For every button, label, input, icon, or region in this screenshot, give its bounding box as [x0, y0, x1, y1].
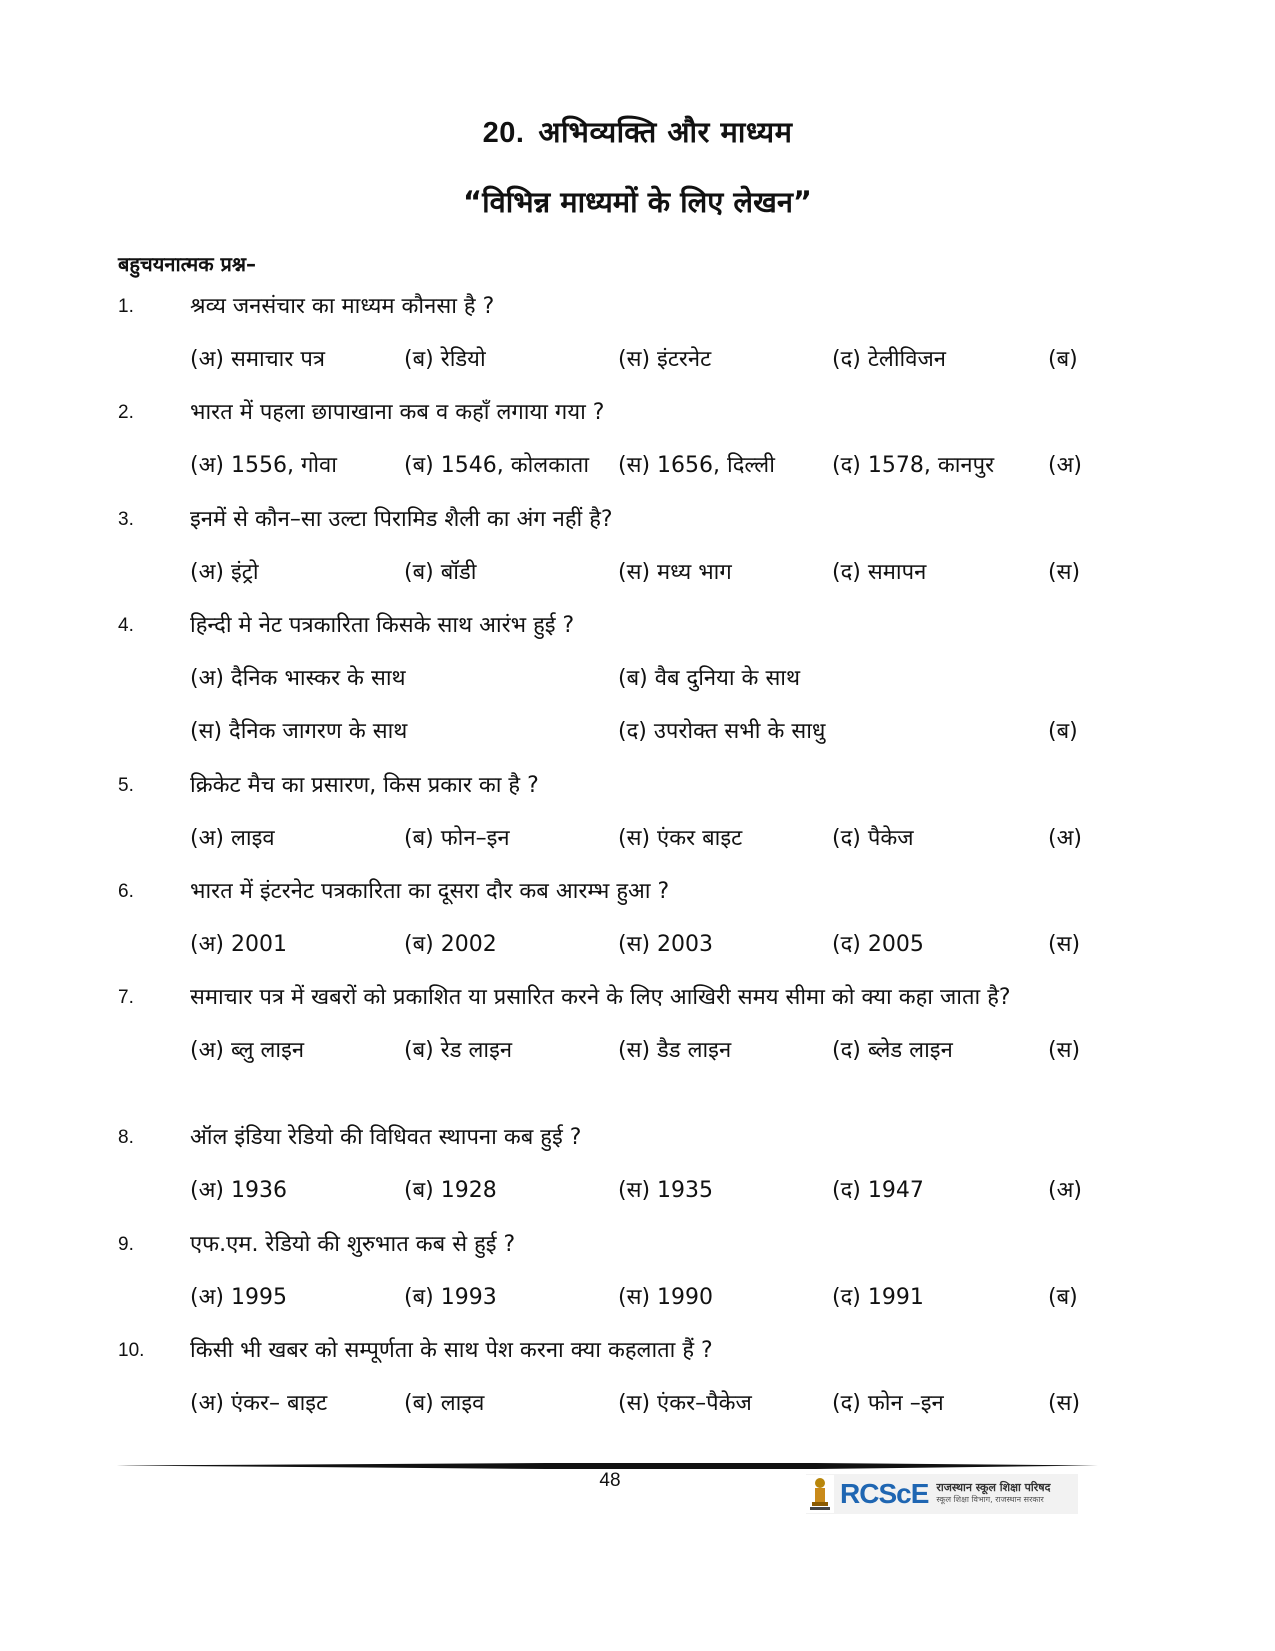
question-7 [118, 981, 1128, 1068]
question-text: ऑल इंडिया रेडियो की विधिवत स्थापना कब हुई ? [190, 1125, 582, 1150]
option-a: (अ) 2001 [190, 932, 287, 957]
options-row [118, 928, 1128, 962]
answer: (ब) [1048, 1285, 1078, 1310]
question-number: 6. [118, 881, 134, 902]
option-c: (स) 1656, दिल्ली [618, 453, 775, 478]
option-d: (द) 1991 [832, 1285, 924, 1310]
option-d: (द) 1578, कानपुर [832, 453, 995, 478]
option-a: (अ) दैनिक भास्कर के साथ [190, 666, 406, 691]
option-b: (ब) वैब दुनिया के साथ [618, 666, 801, 691]
options-row [118, 343, 1128, 377]
answer: (ब) [1048, 719, 1078, 744]
options-row [118, 1174, 1128, 1208]
option-d: (द) समापन [832, 560, 927, 585]
question-number: 8. [118, 1127, 134, 1148]
question-number: 7. [118, 987, 134, 1008]
option-b: (ब) रेडियो [404, 347, 486, 372]
chapter-subtitle: “विभिन्न माध्यमों के लिए लेखन” [463, 185, 812, 219]
options-row [118, 1387, 1128, 1421]
option-d: (द) उपरोक्त सभी के साधु [618, 719, 826, 744]
question-number: 3. [118, 509, 134, 530]
option-b: (ब) फोन–इन [404, 826, 510, 851]
option-b: (ब) रेड लाइन [404, 1038, 513, 1063]
logo-line-1: राजस्थान स्कूल शिक्षा परिषद [936, 1481, 1051, 1494]
answer: (स) [1048, 932, 1081, 957]
option-a: (अ) इंट्रो [190, 560, 259, 585]
option-c: (स) मध्य भाग [618, 560, 732, 585]
options-row [118, 715, 1128, 749]
question-number: 5. [118, 775, 134, 796]
option-d: (द) 1947 [832, 1178, 924, 1203]
option-d: (द) ब्लेड लाइन [832, 1038, 953, 1063]
option-a: (अ) लाइव [190, 826, 275, 851]
rcsce-logo [806, 1474, 1078, 1514]
option-b: (ब) 1546, कोलकाता [404, 453, 590, 478]
answer: (अ) [1048, 826, 1082, 851]
options-row [118, 449, 1128, 483]
option-c: (स) 1935 [618, 1178, 714, 1203]
question-number: 10. [118, 1340, 145, 1361]
chapter-number: 20. [482, 117, 525, 149]
section-heading: बहुचयनात्मक प्रश्न– [118, 252, 257, 276]
question-6 [118, 875, 1128, 962]
question-2 [118, 396, 1128, 483]
option-d: (द) 2005 [832, 932, 924, 957]
question-text: किसी भी खबर को सम्पूर्णता के साथ पेश करना क्या कहलाता हैं ? [190, 1338, 713, 1363]
question-text: इनमें से कौन–सा उल्टा पिरामिड शैली का अंग नहीं है? [190, 507, 613, 532]
question-text: क्रिकेट मैच का प्रसारण, किस प्रकार का है ? [190, 773, 539, 798]
option-c: (स) दैनिक जागरण के साथ [190, 719, 408, 744]
question-8 [118, 1121, 1128, 1208]
option-a: (अ) ब्लु लाइन [190, 1038, 305, 1063]
options-row [118, 662, 1128, 696]
option-a: (अ) 1936 [190, 1178, 287, 1203]
chapter-title: अभिव्यक्ति और माध्यम [538, 115, 793, 149]
logo-line-2: स्कूल शिक्षा विभाग, राजस्थान सरकार [936, 1495, 1044, 1504]
question-10 [118, 1334, 1128, 1421]
option-b: (ब) 2002 [404, 932, 497, 957]
question-5 [118, 769, 1128, 856]
answer: (अ) [1048, 1178, 1082, 1203]
answer: (स) [1048, 560, 1081, 585]
question-1 [118, 290, 1128, 377]
logo-wordmark: RCScE [840, 1478, 929, 1509]
option-a: (अ) 1995 [190, 1285, 287, 1310]
option-c: (स) एंकर बाइट [618, 826, 743, 851]
option-b: (ब) 1928 [404, 1178, 497, 1203]
question-3 [118, 503, 1128, 590]
footer-divider [116, 1462, 1098, 1470]
options-row [118, 822, 1128, 856]
question-text: हिन्दी मे नेट पत्रकारिता किसके साथ आरंभ हुई ? [190, 613, 575, 638]
option-c: (स) 2003 [618, 932, 714, 957]
question-number: 1. [118, 296, 134, 317]
answer: (स) [1048, 1391, 1081, 1416]
option-a: (अ) 1556, गोवा [190, 453, 337, 478]
answer: (अ) [1048, 453, 1082, 478]
options-row [118, 1281, 1128, 1315]
options-row [118, 1034, 1128, 1068]
answer: (स) [1048, 1038, 1081, 1063]
option-c: (स) डैड लाइन [618, 1038, 732, 1063]
option-a: (अ) समाचार पत्र [190, 347, 325, 372]
question-9 [118, 1228, 1128, 1315]
option-c: (स) 1990 [618, 1285, 714, 1310]
question-number: 2. [118, 402, 134, 423]
answer: (ब) [1048, 347, 1078, 372]
option-d: (द) फोन –इन [832, 1391, 944, 1416]
state-emblem-icon [806, 1475, 834, 1513]
question-text: भारत में पहला छापाखाना कब व कहाँ लगाया गया ? [190, 400, 605, 425]
page-number: 48 [599, 1470, 621, 1491]
option-b: (ब) बॉडी [404, 560, 477, 585]
question-4 [118, 609, 1128, 749]
question-text: समाचार पत्र में खबरों को प्रकाशित या प्रसारित करने के लिए आखिरी समय सीमा को क्या कहा जाता है? [190, 985, 1011, 1010]
question-number: 4. [118, 615, 134, 636]
option-d: (द) टेलीविजन [832, 347, 947, 372]
question-number: 9. [118, 1234, 134, 1255]
question-text: एफ.एम. रेडियो की शुरुभात कब से हुई ? [190, 1232, 516, 1257]
option-b: (ब) 1993 [404, 1285, 497, 1310]
option-c: (स) इंटरनेट [618, 347, 712, 372]
option-d: (द) पैकेज [832, 826, 914, 851]
option-a: (अ) एंकर– बाइट [190, 1391, 328, 1416]
option-b: (ब) लाइव [404, 1391, 485, 1416]
chapter-heading [0, 112, 1275, 151]
option-c: (स) एंकर–पैकेज [618, 1391, 752, 1416]
question-text: श्रव्य जनसंचार का माध्यम कौनसा है ? [190, 294, 495, 319]
options-row [118, 556, 1128, 590]
question-text: भारत में इंटरनेट पत्रकारिता का दूसरा दौर कब आरम्भ हुआ ? [190, 879, 670, 904]
